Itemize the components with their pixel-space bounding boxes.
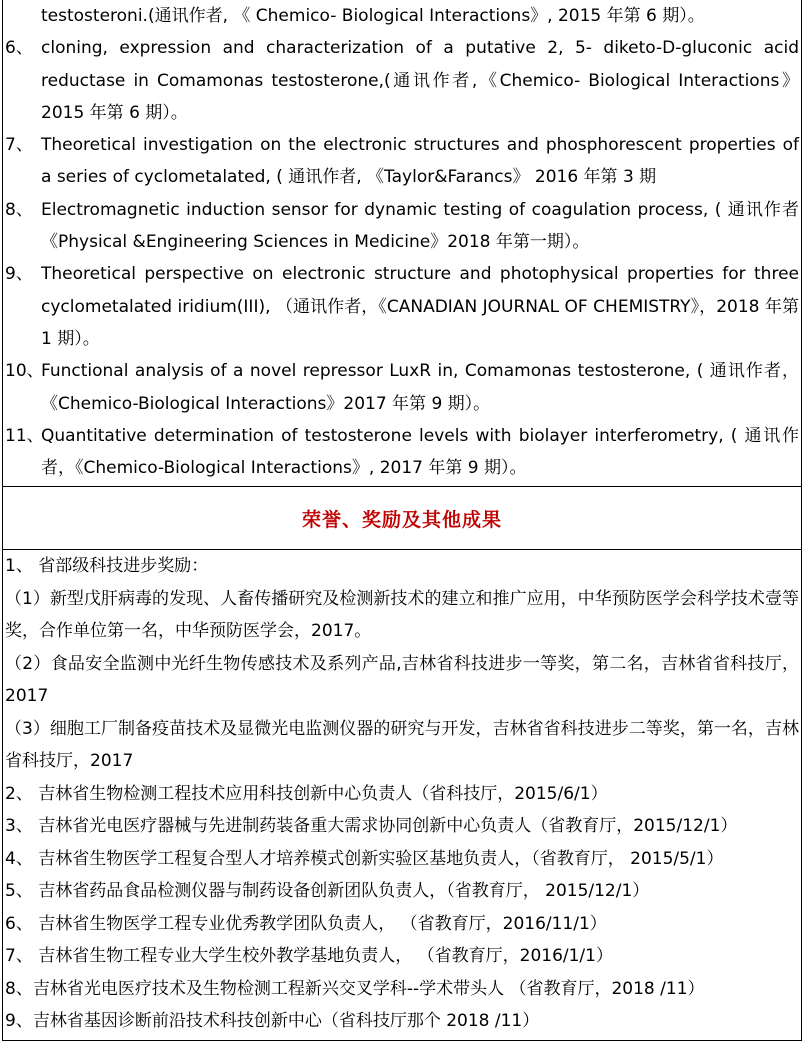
honor-item-6: 6、 吉林省生物医学工程专业优秀教学团队负责人， （省教育厅，2016/11/1） — [5, 913, 607, 934]
honor-item-7: 7、 吉林省生物工程专业大学生校外教学基地负责人， （省教育厅，2016/1/1） — [5, 946, 613, 966]
honor-item-5: 5、 吉林省药品食品检测仪器与制药设备创新团队负责人，（省教育厅， 2015/12/1） — [5, 881, 650, 901]
honor-item-1: 1、 省部级科技进步奖励： — [5, 556, 209, 576]
publication-number: 8、 — [5, 199, 33, 220]
publication-item-11 — [3, 420, 801, 485]
honor-item-4: 4、 吉林省生物医学工程复合型人才培养模式创新实验区基地负责人，（省教育厅， 2015/5/1） — [5, 848, 724, 869]
publication-number: 9、 — [5, 264, 33, 285]
section-title: 荣誉、奖励及其他成果 — [301, 508, 502, 531]
publication-text: Electromagnetic induction sensor for dynamic testing of coagulation process, ( 通讯作者《Physical &Engineering Sciences in Medicine》2018 年第一期）。 — [41, 199, 799, 253]
publication-number: 6、 — [5, 38, 33, 59]
honor-item-8: 8、吉林省光电医疗技术及生物检测工程新兴交叉学科--学术带头人 （省教育厅，2018 /11） — [5, 978, 705, 999]
honor-item-9: 9、吉林省基因诊断前沿技术科技创新中心（省科技厅那个 2018 /11） — [5, 1011, 540, 1031]
publication-number: 10、 — [5, 361, 44, 382]
publication-text: Theoretical perspective on electronic structure and photophysical properties for three cyclometalated iridium(III), （通讯作者，《CANADIAN JOURNAL OF CHEMISTRY》，2018 年第 1 期）。 — [41, 264, 799, 349]
publication-5-tail: testosteroni.(通讯作者, 《 Chemico- Biological Interactions》, 2015 年第 6 期）。 — [41, 6, 705, 26]
publications-section — [3, 0, 801, 486]
honor-subitem-2: （2）食品安全监测中光纤生物传感技术及系列产品,吉林省科技进步一等奖，第二名，吉林省省科技厅，2017 — [5, 653, 799, 706]
publication-text: Theoretical investigation on the electronic structures and phosphorescent properties of a series of cyclometalated, ( 通讯作者, 《Taylor&Farancs》 2016 年第 3 期 — [41, 135, 799, 188]
publication-text: cloning, expression and characterization of a putative 2, 5- diketo-D-gluconic acid reductase in Comamonas testosterone,(通讯作者,《Chemico- Biological Interactions》 2015 年第 6 期）。 — [41, 38, 799, 123]
honor-item-2: 2、 吉林省生物检测工程技术应用科技创新中心负责人（省科技厅，2015/6/1） — [5, 783, 608, 804]
honors-title-row — [3, 486, 801, 550]
publication-item-8 — [3, 194, 801, 259]
publication-text: Quantitative determination of testosterone levels with biolayer interferometry, ( 通讯作者，《Chemico-Biological Interactions》, 2017 年第 9 期）。 — [41, 425, 799, 479]
publication-text: Functional analysis of a novel repressor LuxR in, Comamonas testosterone, ( 通讯作者，《Chemico-Biological Interactions》2017 年第 9 期）。 — [41, 361, 799, 414]
document-table — [2, 0, 802, 1041]
honor-subitem-1: （1）新型戊肝病毒的发现、人畜传播研究及检测新技术的建立和推广应用，中华预防医学会科学技术壹等奖，合作单位第一名，中华预防医学会，2017。 — [5, 588, 799, 641]
publication-number: 11、 — [5, 425, 44, 446]
publication-item-10 — [3, 355, 801, 420]
honors-section — [3, 550, 801, 1040]
honor-item-3: 3、 吉林省光电医疗器械与先进制药装备重大需求协同创新中心负责人（省教育厅，2015/12/1） — [5, 816, 738, 836]
publication-item-6 — [3, 32, 801, 129]
honor-subitem-3: （3）细胞工厂制备疫苗技术及显微光电监测仪器的研究与开发，吉林省省科技进步二等奖，第一名，吉林省科技厅，2017 — [5, 718, 799, 771]
publication-item-9 — [3, 258, 801, 355]
publication-number: 7、 — [5, 135, 33, 156]
publication-item-7 — [3, 129, 801, 194]
